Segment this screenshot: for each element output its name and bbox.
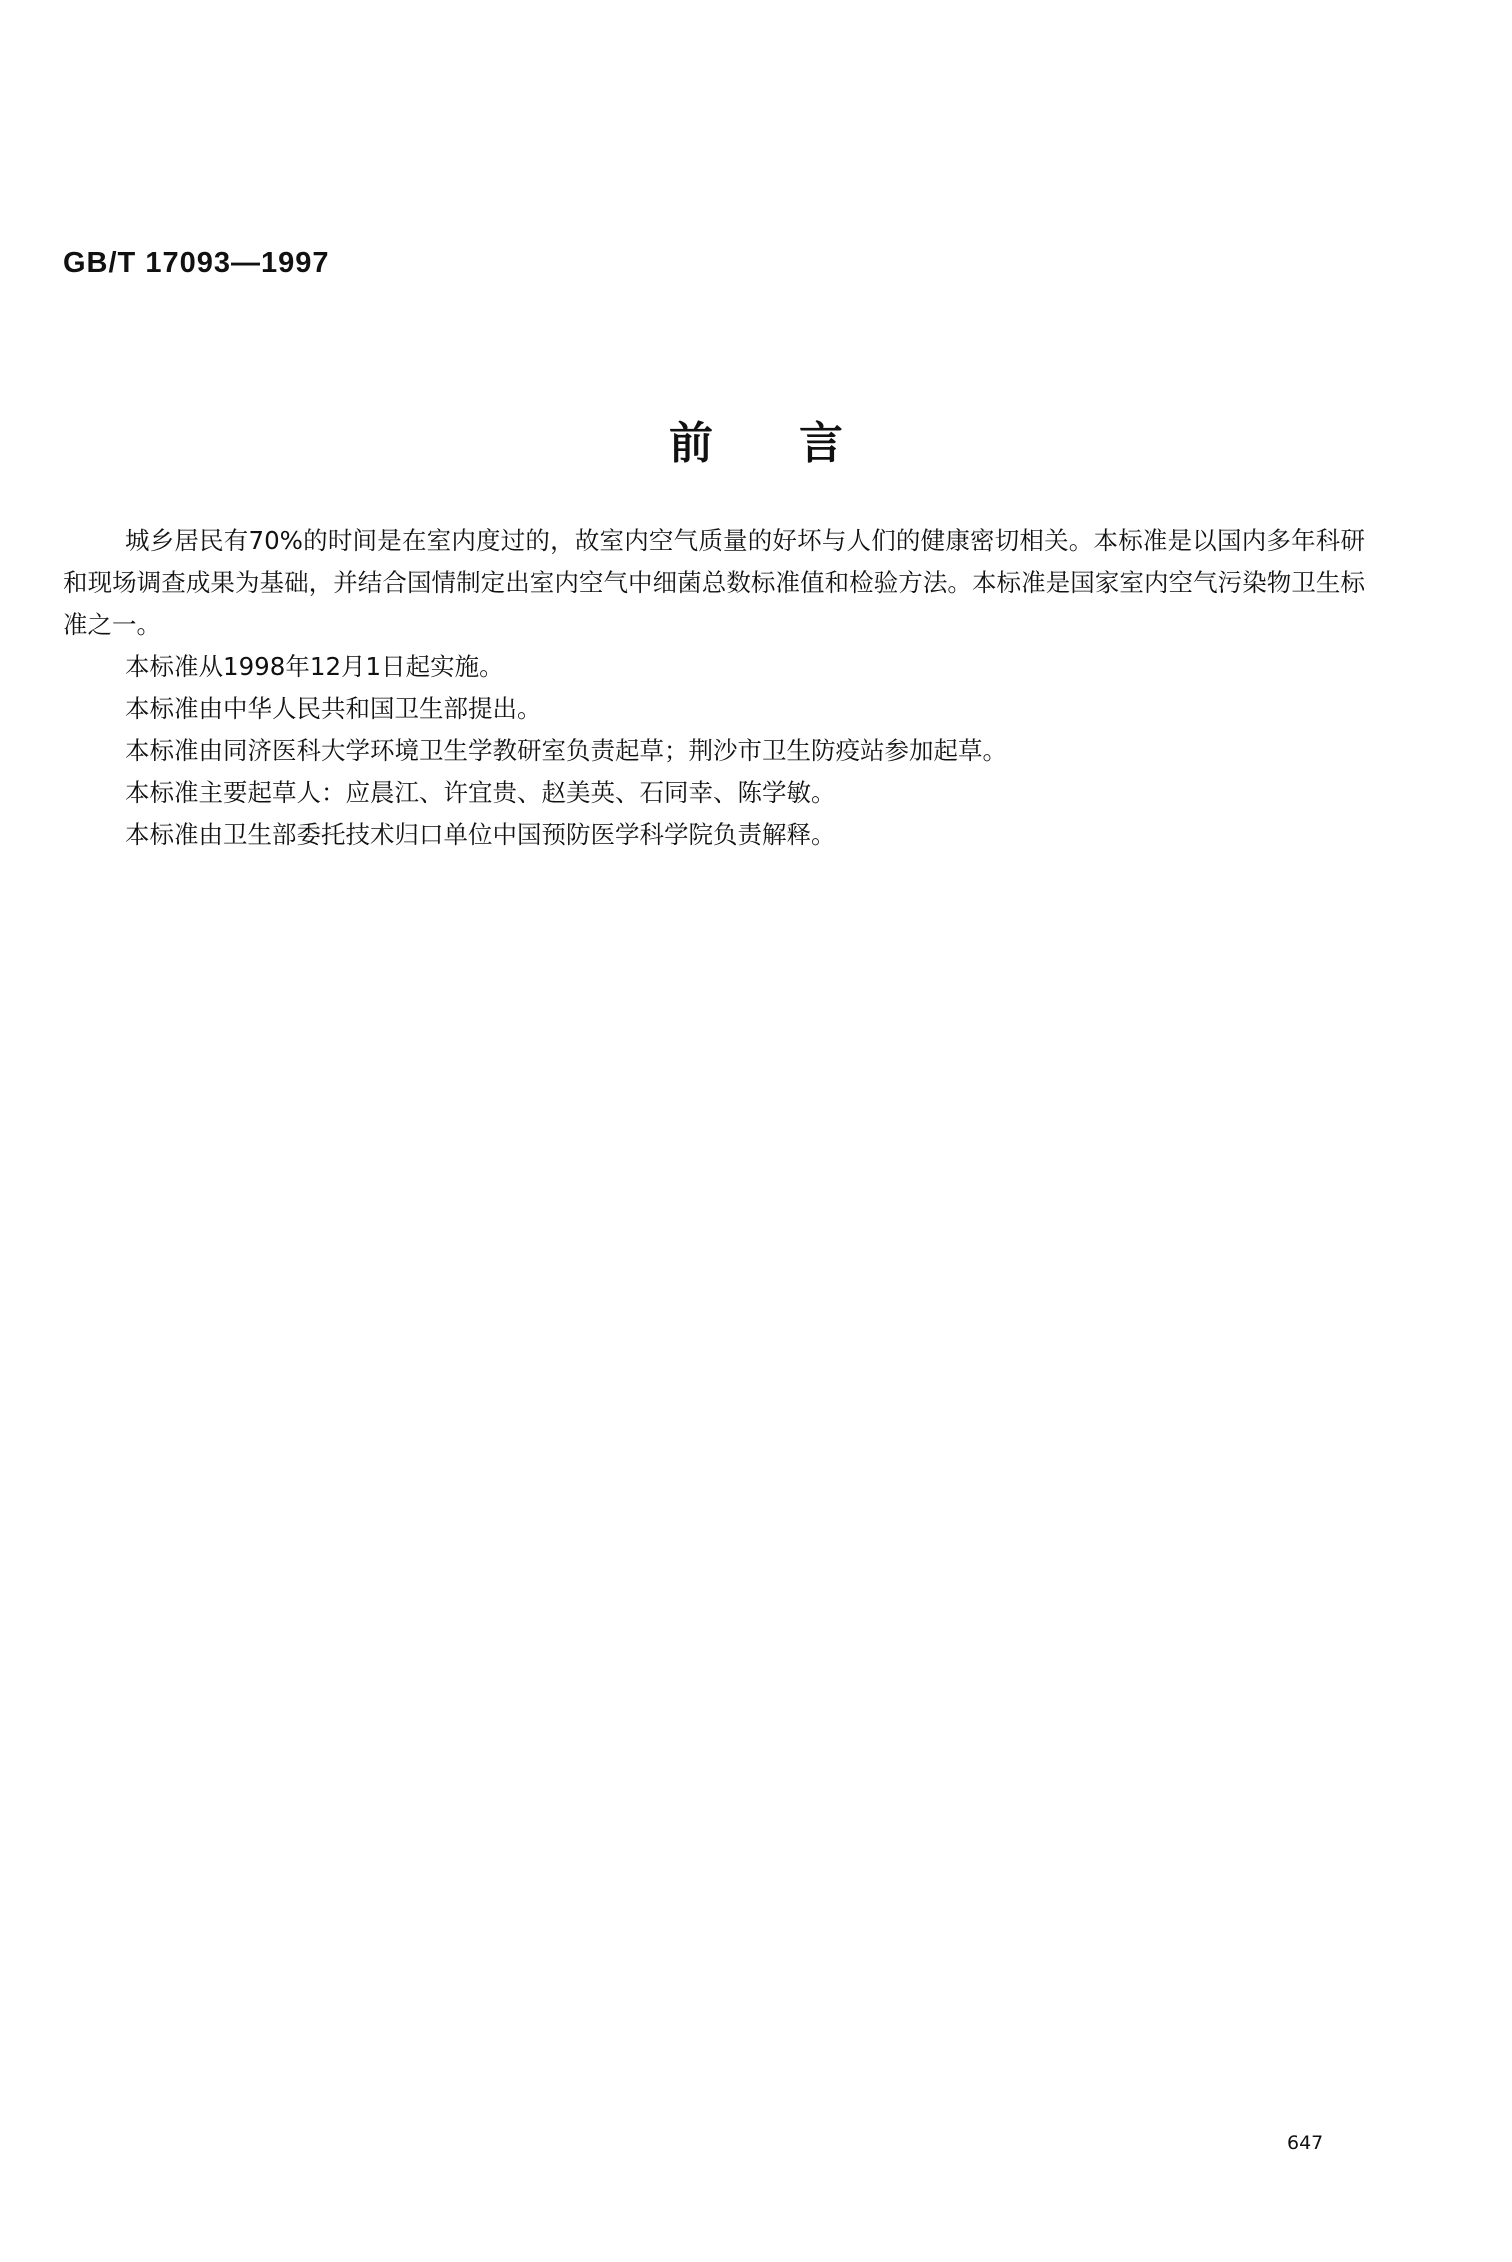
- paragraph-effective-date: 本标准从1998年12月1日起实施。: [125, 652, 504, 681]
- paragraph-interpretation: 本标准由卫生部委托技术归口单位中国预防医学科学院负责解释。: [125, 820, 836, 849]
- paragraph-drafting-organizations: 本标准由同济医科大学环境卫生学教研室负责起草；荆沙市卫生防疫站参加起草。: [125, 736, 1007, 765]
- page-title: 前言: [669, 418, 929, 469]
- standard-code: GB/T 17093—1997: [63, 247, 330, 279]
- page-number: 647: [1287, 2132, 1324, 2154]
- foreword-body: [63, 520, 1365, 856]
- paragraph-main-drafters: 本标准主要起草人：应晨江、许宜贵、赵美英、石同幸、陈学敏。: [125, 778, 836, 807]
- paragraph-proposer: 本标准由中华人民共和国卫生部提出。: [125, 694, 542, 723]
- paragraph-introduction: 城乡居民有70%的时间是在室内度过的，故室内空气质量的好坏与人们的健康密切相关。本标准是以国内多年科研和现场调查成果为基础，并结合国情制定出室内空气中细菌总数标准值和检验方法。本标准是国家室内空气污染物卫生标准之一。: [63, 526, 1365, 639]
